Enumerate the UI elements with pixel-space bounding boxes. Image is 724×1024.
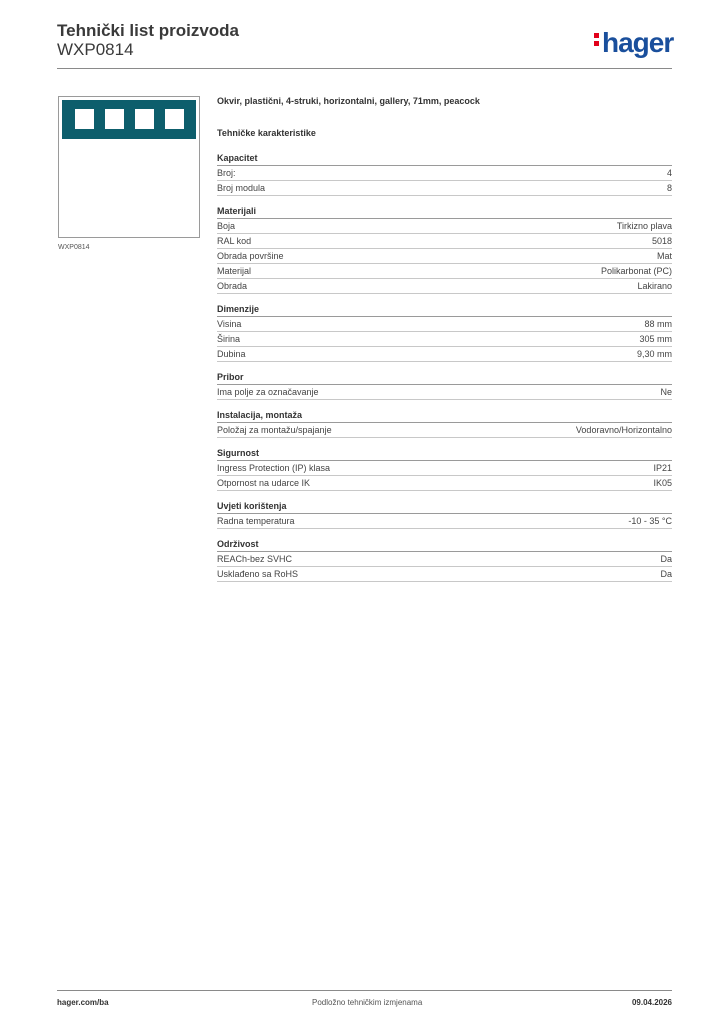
spec-group-title: Dimenzije [217,304,672,317]
frame-illustration [62,100,196,139]
spec-label: Boja [217,221,236,231]
spec-groups [217,153,672,582]
spec-row [217,279,672,294]
spec-value: Da [660,569,672,579]
spec-row [217,552,672,567]
spec-label: Dubina [217,349,246,359]
spec-value: Tirkizno plava [616,221,672,231]
spec-label: Broj modula [217,183,266,193]
product-image [58,96,200,238]
footer-notice: Podložno tehničkim izmjenama [312,998,423,1007]
spec-label: Obrada površine [217,251,284,261]
spec-group [217,539,672,582]
spec-group [217,501,672,529]
spec-value: Vodoravno/Horizontalno [575,425,672,435]
spec-value: 4 [666,168,672,178]
spec-label: Širina [217,334,241,344]
spec-value: IP21 [653,463,672,473]
spec-label: Broj: [217,168,236,178]
spec-group [217,206,672,294]
spec-label: REACh-bez SVHC [217,554,293,564]
image-caption: WXP0814 [58,244,90,251]
frame-slot [105,109,124,129]
spec-row [217,514,672,529]
spec-group [217,304,672,362]
spec-label: Materijal [217,266,252,276]
spec-value: Mat [656,251,672,261]
spec-group [217,372,672,400]
spec-row [217,317,672,332]
spec-row [217,264,672,279]
spec-group-title: Materijali [217,206,672,219]
spec-label: Radna temperatura [217,516,295,526]
spec-row [217,347,672,362]
spec-value: 9,30 mm [636,349,672,359]
spec-group-title: Sigurnost [217,448,672,461]
hager-logo[interactable] [594,27,673,59]
spec-group [217,153,672,196]
footer-date: 09.04.2026 [631,998,672,1007]
spec-row [217,332,672,347]
spec-value: 8 [666,183,672,193]
spec-value: Lakirano [637,281,672,291]
spec-row [217,476,672,491]
spec-group [217,410,672,438]
product-description: Okvir, plastični, 4-struki, horizontalni, gallery, 71mm, peacock [217,96,480,106]
spec-value: Ne [660,387,672,397]
spec-group-title: Uvjeti korištenja [217,501,672,514]
spec-row [217,423,672,438]
spec-group-title: Instalacija, montaža [217,410,672,423]
header-divider [57,68,672,69]
spec-value: Polikarbonat (PC) [600,266,672,276]
spec-label: Otpornost na udarce IK [217,478,311,488]
spec-value: -10 - 35 °C [628,516,672,526]
footer-divider [57,990,672,991]
spec-row [217,567,672,582]
frame-slot [135,109,154,129]
spec-value: IK05 [653,478,672,488]
spec-value: 88 mm [644,319,672,329]
frame-slot [165,109,184,129]
logo-text: hager [602,27,674,58]
spec-value: 305 mm [639,334,672,344]
spec-row [217,166,672,181]
spec-label: RAL kod [217,236,252,246]
spec-row [217,249,672,264]
spec-value: 5018 [651,236,672,246]
frame-slot [75,109,94,129]
spec-row [217,234,672,249]
spec-group-title: Pribor [217,372,672,385]
spec-row [217,181,672,196]
spec-row [217,385,672,400]
characteristics-heading: Tehničke karakteristike [217,128,316,138]
spec-label: Položaj za montažu/spajanje [217,425,332,435]
spec-label: Ima polje za označavanje [217,387,319,397]
page-title: Tehnički list proizvoda [57,21,239,40]
spec-content [217,96,672,592]
spec-label: Ingress Protection (IP) klasa [217,463,331,473]
spec-group-title: Kapacitet [217,153,672,166]
spec-row [217,461,672,476]
spec-row [217,219,672,234]
spec-group-title: Održivost [217,539,672,552]
logo-dots-icon [594,30,599,49]
product-code: WXP0814 [57,40,134,59]
spec-label: Usklađeno sa RoHS [217,569,299,579]
spec-value: Da [660,554,672,564]
spec-label: Obrada [217,281,248,291]
spec-label: Visina [217,319,242,329]
footer-website-link[interactable]: hager.com/ba [57,998,109,1007]
spec-group [217,448,672,491]
